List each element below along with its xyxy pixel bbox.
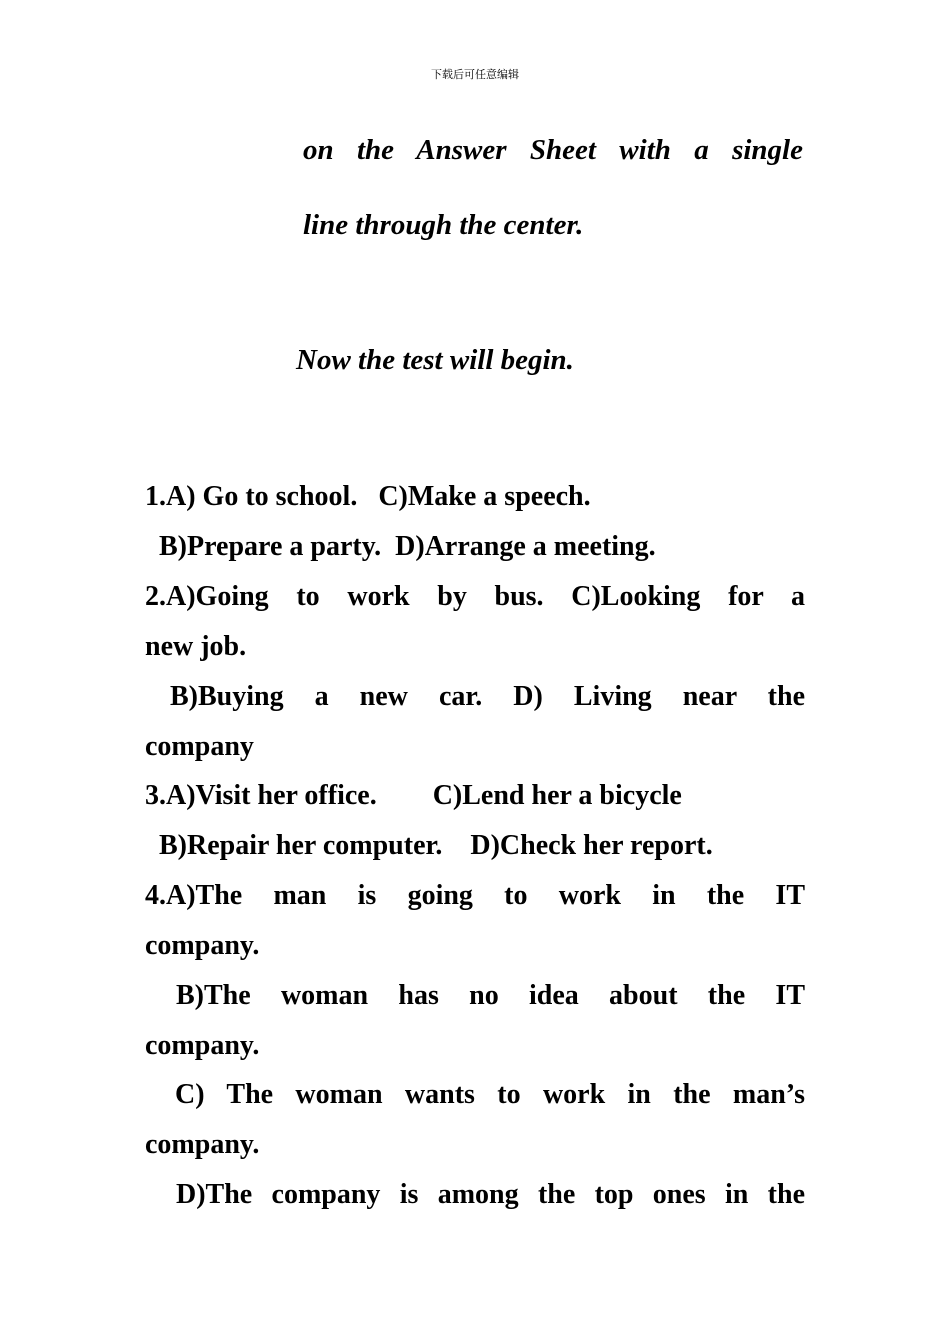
question-2-line-1: 2.A)Going to work by bus. C)Looking for a (145, 581, 805, 612)
test-begin-line: Now the test will begin. (296, 344, 574, 376)
question-3-line-1: 3.A)Visit her office. C)Lend her a bicycle (145, 780, 682, 811)
question-4-line-7: D)The company is among the top ones in the (176, 1179, 805, 1210)
header-note: 下载后可任意编辑 (431, 68, 519, 81)
question-4-line-1: 4.A)The man is going to work in the IT (145, 880, 805, 911)
instruction-line-2: line through the center. (303, 209, 584, 241)
question-4-line-5: C) The woman wants to work in the man’s (175, 1079, 805, 1110)
question-1-line-1: 1.A) Go to school. C)Make a speech. (145, 481, 591, 512)
question-4-line-4: company. (145, 1030, 260, 1061)
question-4-line-3: B)The woman has no idea about the IT (176, 980, 805, 1011)
question-1-line-2: B)Prepare a party. D)Arrange a meeting. (145, 531, 656, 562)
question-2-line-4: company (145, 731, 254, 762)
question-2-line-2: new job. (145, 631, 247, 662)
instruction-line-1: on the Answer Sheet with a single (303, 134, 803, 166)
question-2-line-3: B)Buying a new car. D) Living near the (170, 681, 805, 712)
question-4-line-2: company. (145, 930, 260, 961)
question-4-line-6: company. (145, 1129, 260, 1160)
question-3-line-2: B)Repair her computer. D)Check her report. (145, 830, 713, 861)
